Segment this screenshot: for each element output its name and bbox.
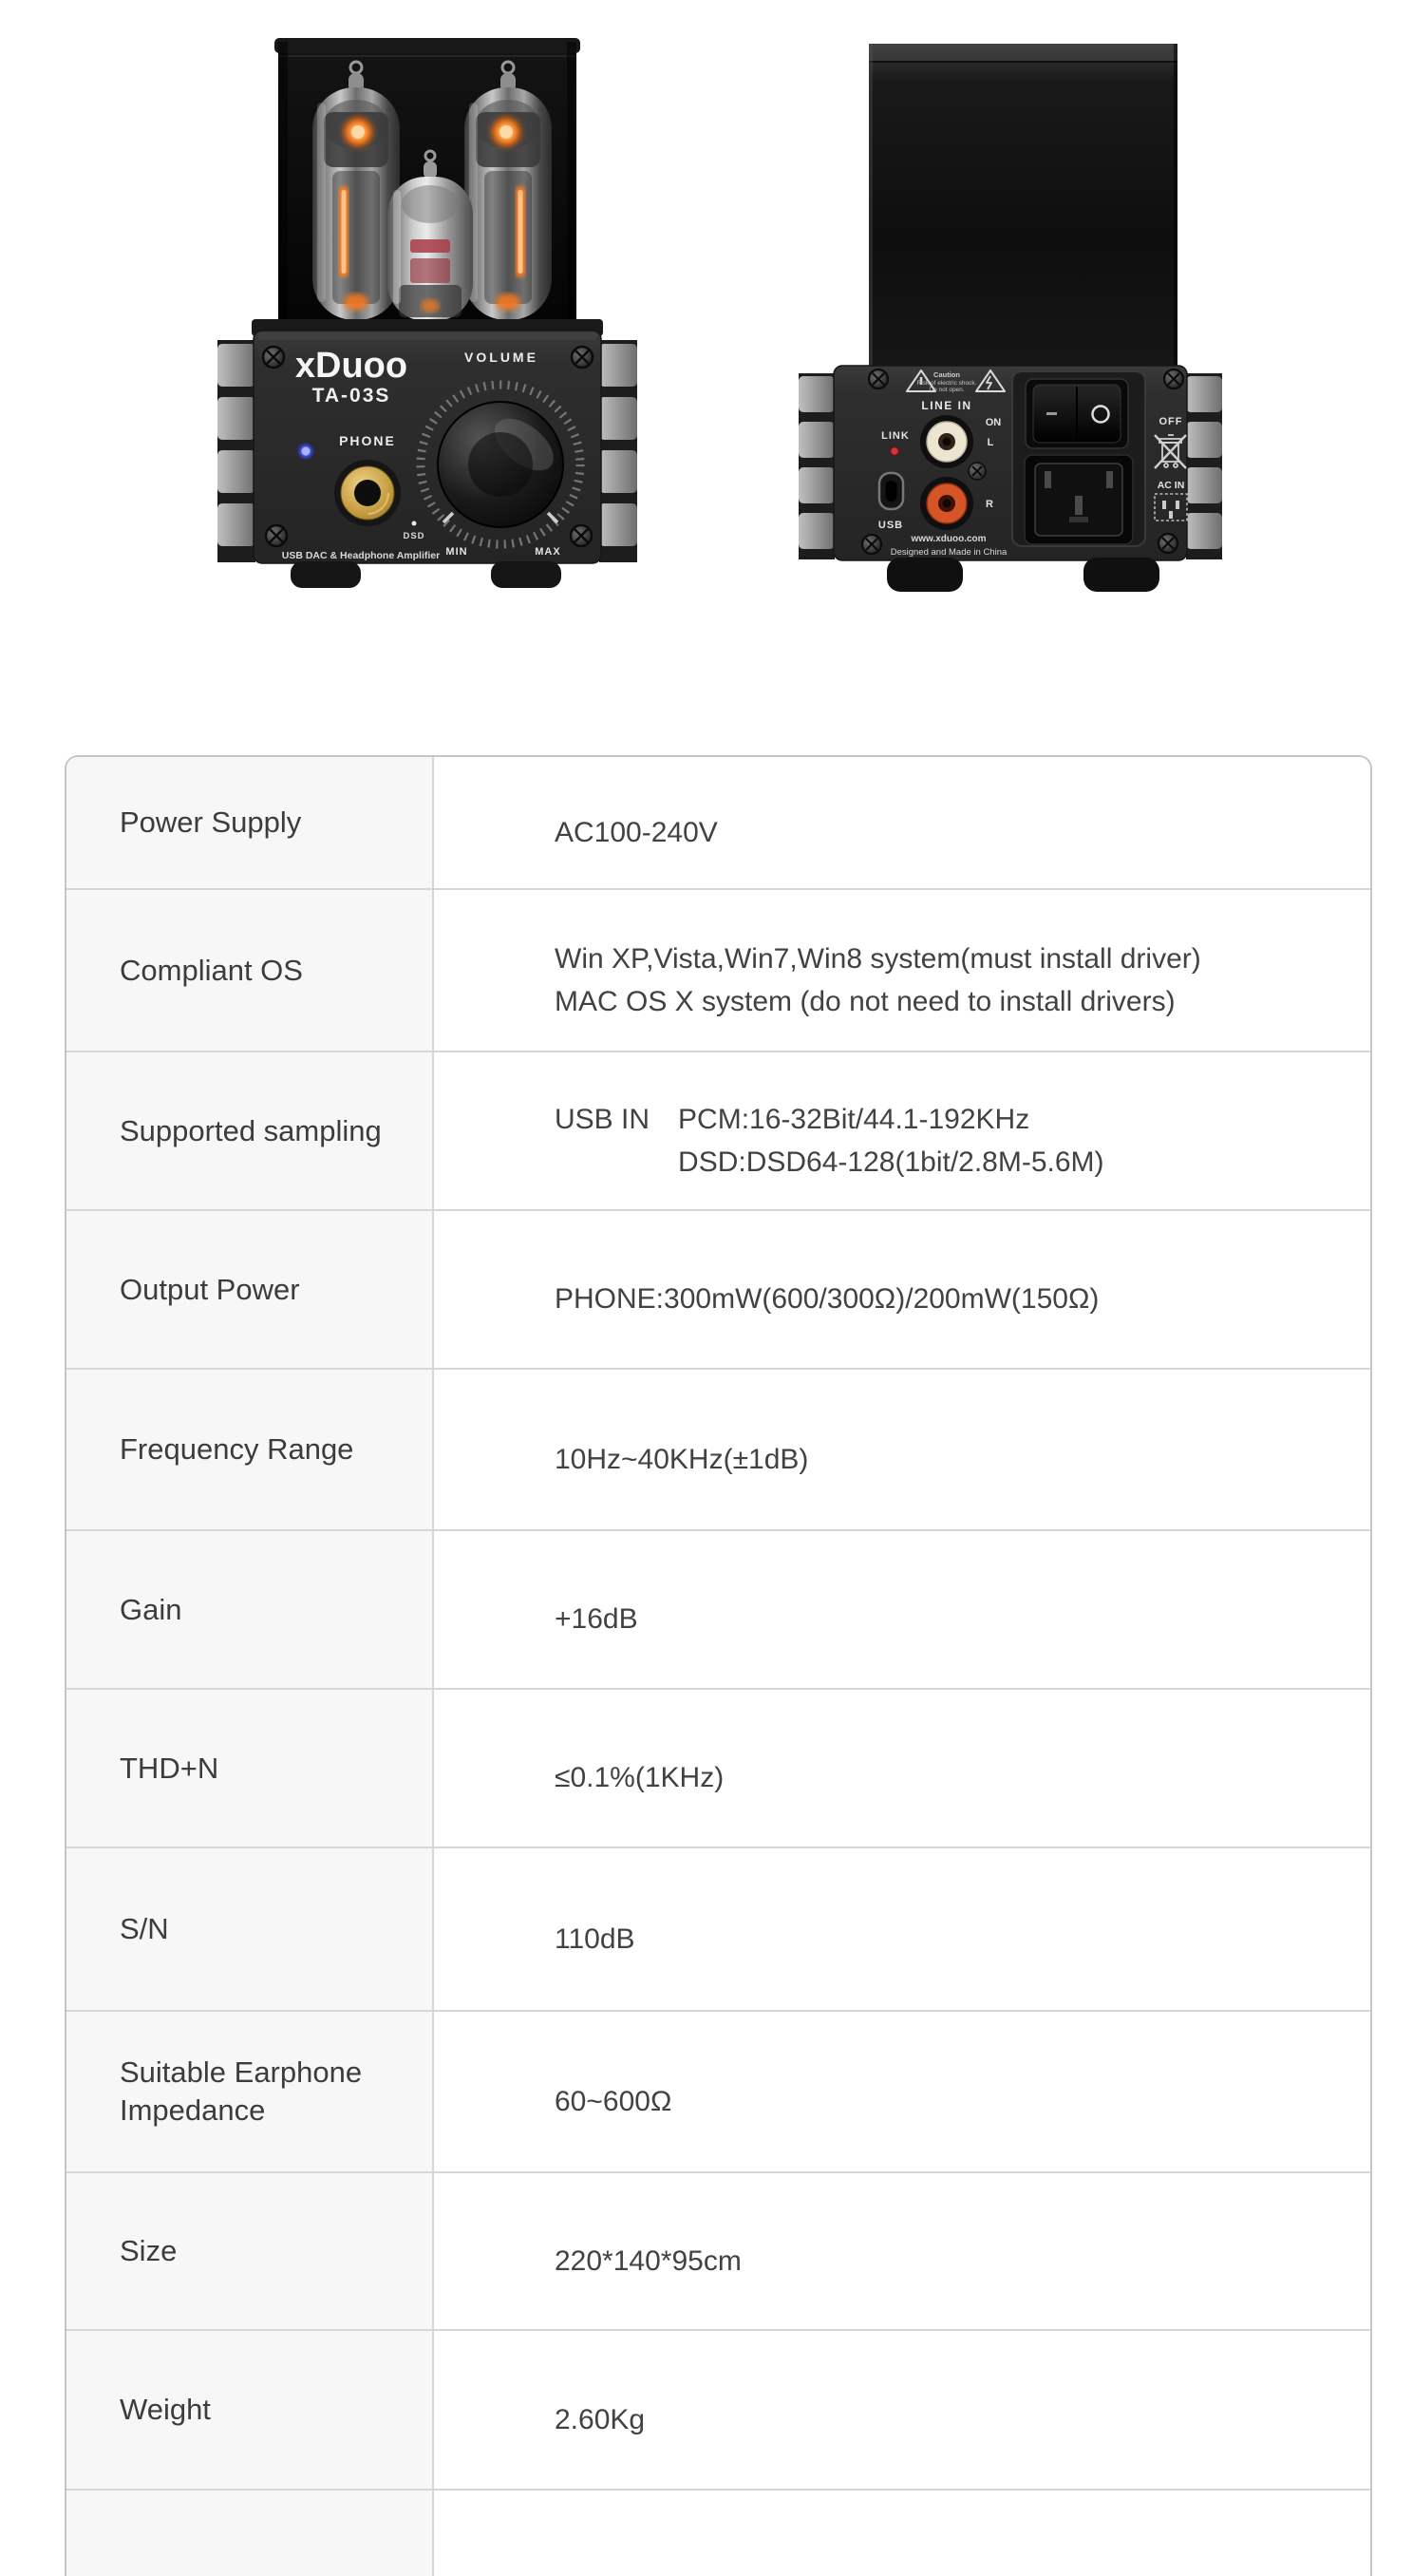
table-row	[66, 1211, 1370, 1370]
spec-value-text: Win XP,Vista,Win7,Win8 system(must install driver)	[555, 942, 1201, 975]
tagline-label: USB DAC & Headphone Amplifier	[281, 550, 441, 561]
heatsink-fins-right	[599, 340, 637, 562]
model-label: TA-03S	[311, 385, 391, 407]
table-row	[66, 1690, 1370, 1848]
spec-value	[434, 1848, 1370, 2010]
spec-label	[66, 2491, 434, 2576]
spec-value	[434, 2331, 1370, 2489]
vacuum-tube-right	[464, 62, 552, 320]
spec-value	[434, 890, 1370, 1051]
spec-value-text: 10Hz~40KHz(±1dB)	[555, 1443, 809, 1475]
table-row	[66, 1531, 1370, 1690]
dsd-indicator-dot	[412, 521, 417, 526]
usb-c-port	[879, 473, 903, 509]
foot	[491, 561, 561, 588]
spec-value-prefix: USB IN	[555, 1103, 650, 1135]
spec-label-text: Weight	[120, 2393, 211, 2426]
transformer-cover	[869, 44, 1178, 368]
spec-label	[66, 1370, 434, 1529]
max-label: MAX	[535, 546, 561, 558]
spec-label-text: Supported sampling	[120, 1113, 382, 1147]
phone-label: PHONE	[339, 433, 396, 448]
spec-value-text: +16dB	[555, 1603, 638, 1635]
spec-value	[434, 2173, 1370, 2329]
link-label: LINK	[881, 430, 910, 442]
table-row	[66, 2331, 1370, 2491]
spec-label-text: Power Supply	[120, 805, 302, 839]
screw-icon	[969, 463, 986, 480]
off-label: OFF	[1159, 416, 1183, 427]
brand-logo: xDuoo	[294, 346, 408, 386]
rca-jack-right	[920, 477, 973, 530]
foot	[291, 561, 361, 588]
spec-label-text: Suitable Earphone Impedance	[120, 2055, 363, 2127]
volume-label: VOLUME	[464, 350, 538, 365]
spec-label	[66, 1848, 434, 2010]
rca-jack-left	[920, 415, 973, 468]
table-row-partial	[66, 2491, 1370, 2576]
caution-title: Caution	[933, 370, 960, 379]
line-in-label: LINE IN	[921, 399, 972, 412]
left-channel-label: L	[987, 437, 994, 448]
spec-value-text: 60~600Ω	[555, 2085, 672, 2117]
spec-value-text: ≤0.1%(1KHz)	[555, 1762, 725, 1793]
spec-value	[434, 1211, 1370, 1368]
heatsink-fins-right	[1186, 373, 1222, 559]
spec-value	[434, 2491, 1370, 2576]
spec-label	[66, 1211, 434, 1368]
spec-value	[434, 1690, 1370, 1847]
spec-label-text: Output Power	[120, 1272, 300, 1306]
vacuum-tube-left	[312, 62, 400, 320]
dsd-label: DSD	[403, 531, 425, 541]
spec-value-text: PCM:16-32Bit/44.1-192KHz	[678, 1103, 1030, 1135]
spec-value	[434, 1370, 1370, 1529]
table-row	[66, 890, 1370, 1052]
made-in-label: Designed and Made in China	[890, 547, 1008, 558]
headphone-jack	[334, 460, 401, 526]
power-switch	[1026, 379, 1128, 448]
spec-value-text: DSD:DSD64-128(1bit/2.8M-5.6M)	[678, 1146, 1104, 1178]
heatsink-fins-left	[799, 373, 835, 559]
table-row	[66, 2012, 1370, 2173]
power-led-blue	[296, 442, 315, 461]
product-gallery	[0, 0, 1413, 646]
amp-front-view	[217, 38, 637, 588]
spec-label-text: S/N	[120, 1912, 169, 1945]
spec-label	[66, 1690, 434, 1847]
table-row	[66, 757, 1370, 890]
spec-label-text: THD+N	[120, 1751, 219, 1785]
foot	[887, 558, 963, 592]
product-photos-illustration	[0, 0, 1413, 646]
power-entry-module	[1012, 371, 1145, 546]
spec-value	[434, 1531, 1370, 1688]
amp-back-view	[799, 44, 1222, 592]
ac-in-label: AC IN	[1157, 480, 1185, 491]
link-led-red	[891, 447, 899, 456]
spec-label-text: Frequency Range	[120, 1432, 354, 1466]
spec-label-text: Size	[120, 2234, 178, 2267]
right-channel-label: R	[986, 499, 993, 510]
caution-line: Do not open.	[929, 387, 965, 393]
website-label: www.xduoo.com	[911, 534, 987, 544]
usb-label: USB	[877, 520, 904, 531]
spec-label-text: Compliant OS	[120, 953, 303, 987]
table-row	[66, 1848, 1370, 2012]
spec-table	[65, 755, 1372, 2576]
spec-label	[66, 1052, 434, 1209]
heatsink-fins-left	[217, 340, 255, 562]
spec-value	[434, 757, 1370, 888]
spec-value	[434, 2012, 1370, 2171]
spec-value-text: 110dB	[555, 1923, 635, 1955]
spec-label	[66, 2012, 434, 2171]
spec-label	[66, 757, 434, 888]
spec-label	[66, 2331, 434, 2489]
spec-value-text: MAC OS X system (do not need to install drivers)	[555, 985, 1176, 1017]
table-row	[66, 1052, 1370, 1211]
spec-value-text: PHONE:300mW(600/300Ω)/200mW(150Ω)	[555, 1283, 1100, 1315]
spec-label	[66, 890, 434, 1051]
spec-value	[434, 1052, 1370, 1209]
on-label: ON	[985, 417, 1002, 428]
spec-label-text: Gain	[120, 1592, 182, 1626]
foot	[1083, 558, 1159, 592]
min-label: MIN	[445, 546, 468, 558]
spec-label	[66, 2173, 434, 2329]
spec-value-text: AC100-240V	[555, 816, 718, 848]
table-row	[66, 2173, 1370, 2331]
spec-value-text: 220*140*95cm	[555, 2245, 742, 2277]
spec-value-text: 2.60Kg	[555, 2403, 646, 2435]
table-row	[66, 1370, 1370, 1531]
ac-inlet	[1025, 455, 1133, 544]
spec-label	[66, 1531, 434, 1688]
caution-line: Risk of electric shock.	[916, 380, 977, 387]
